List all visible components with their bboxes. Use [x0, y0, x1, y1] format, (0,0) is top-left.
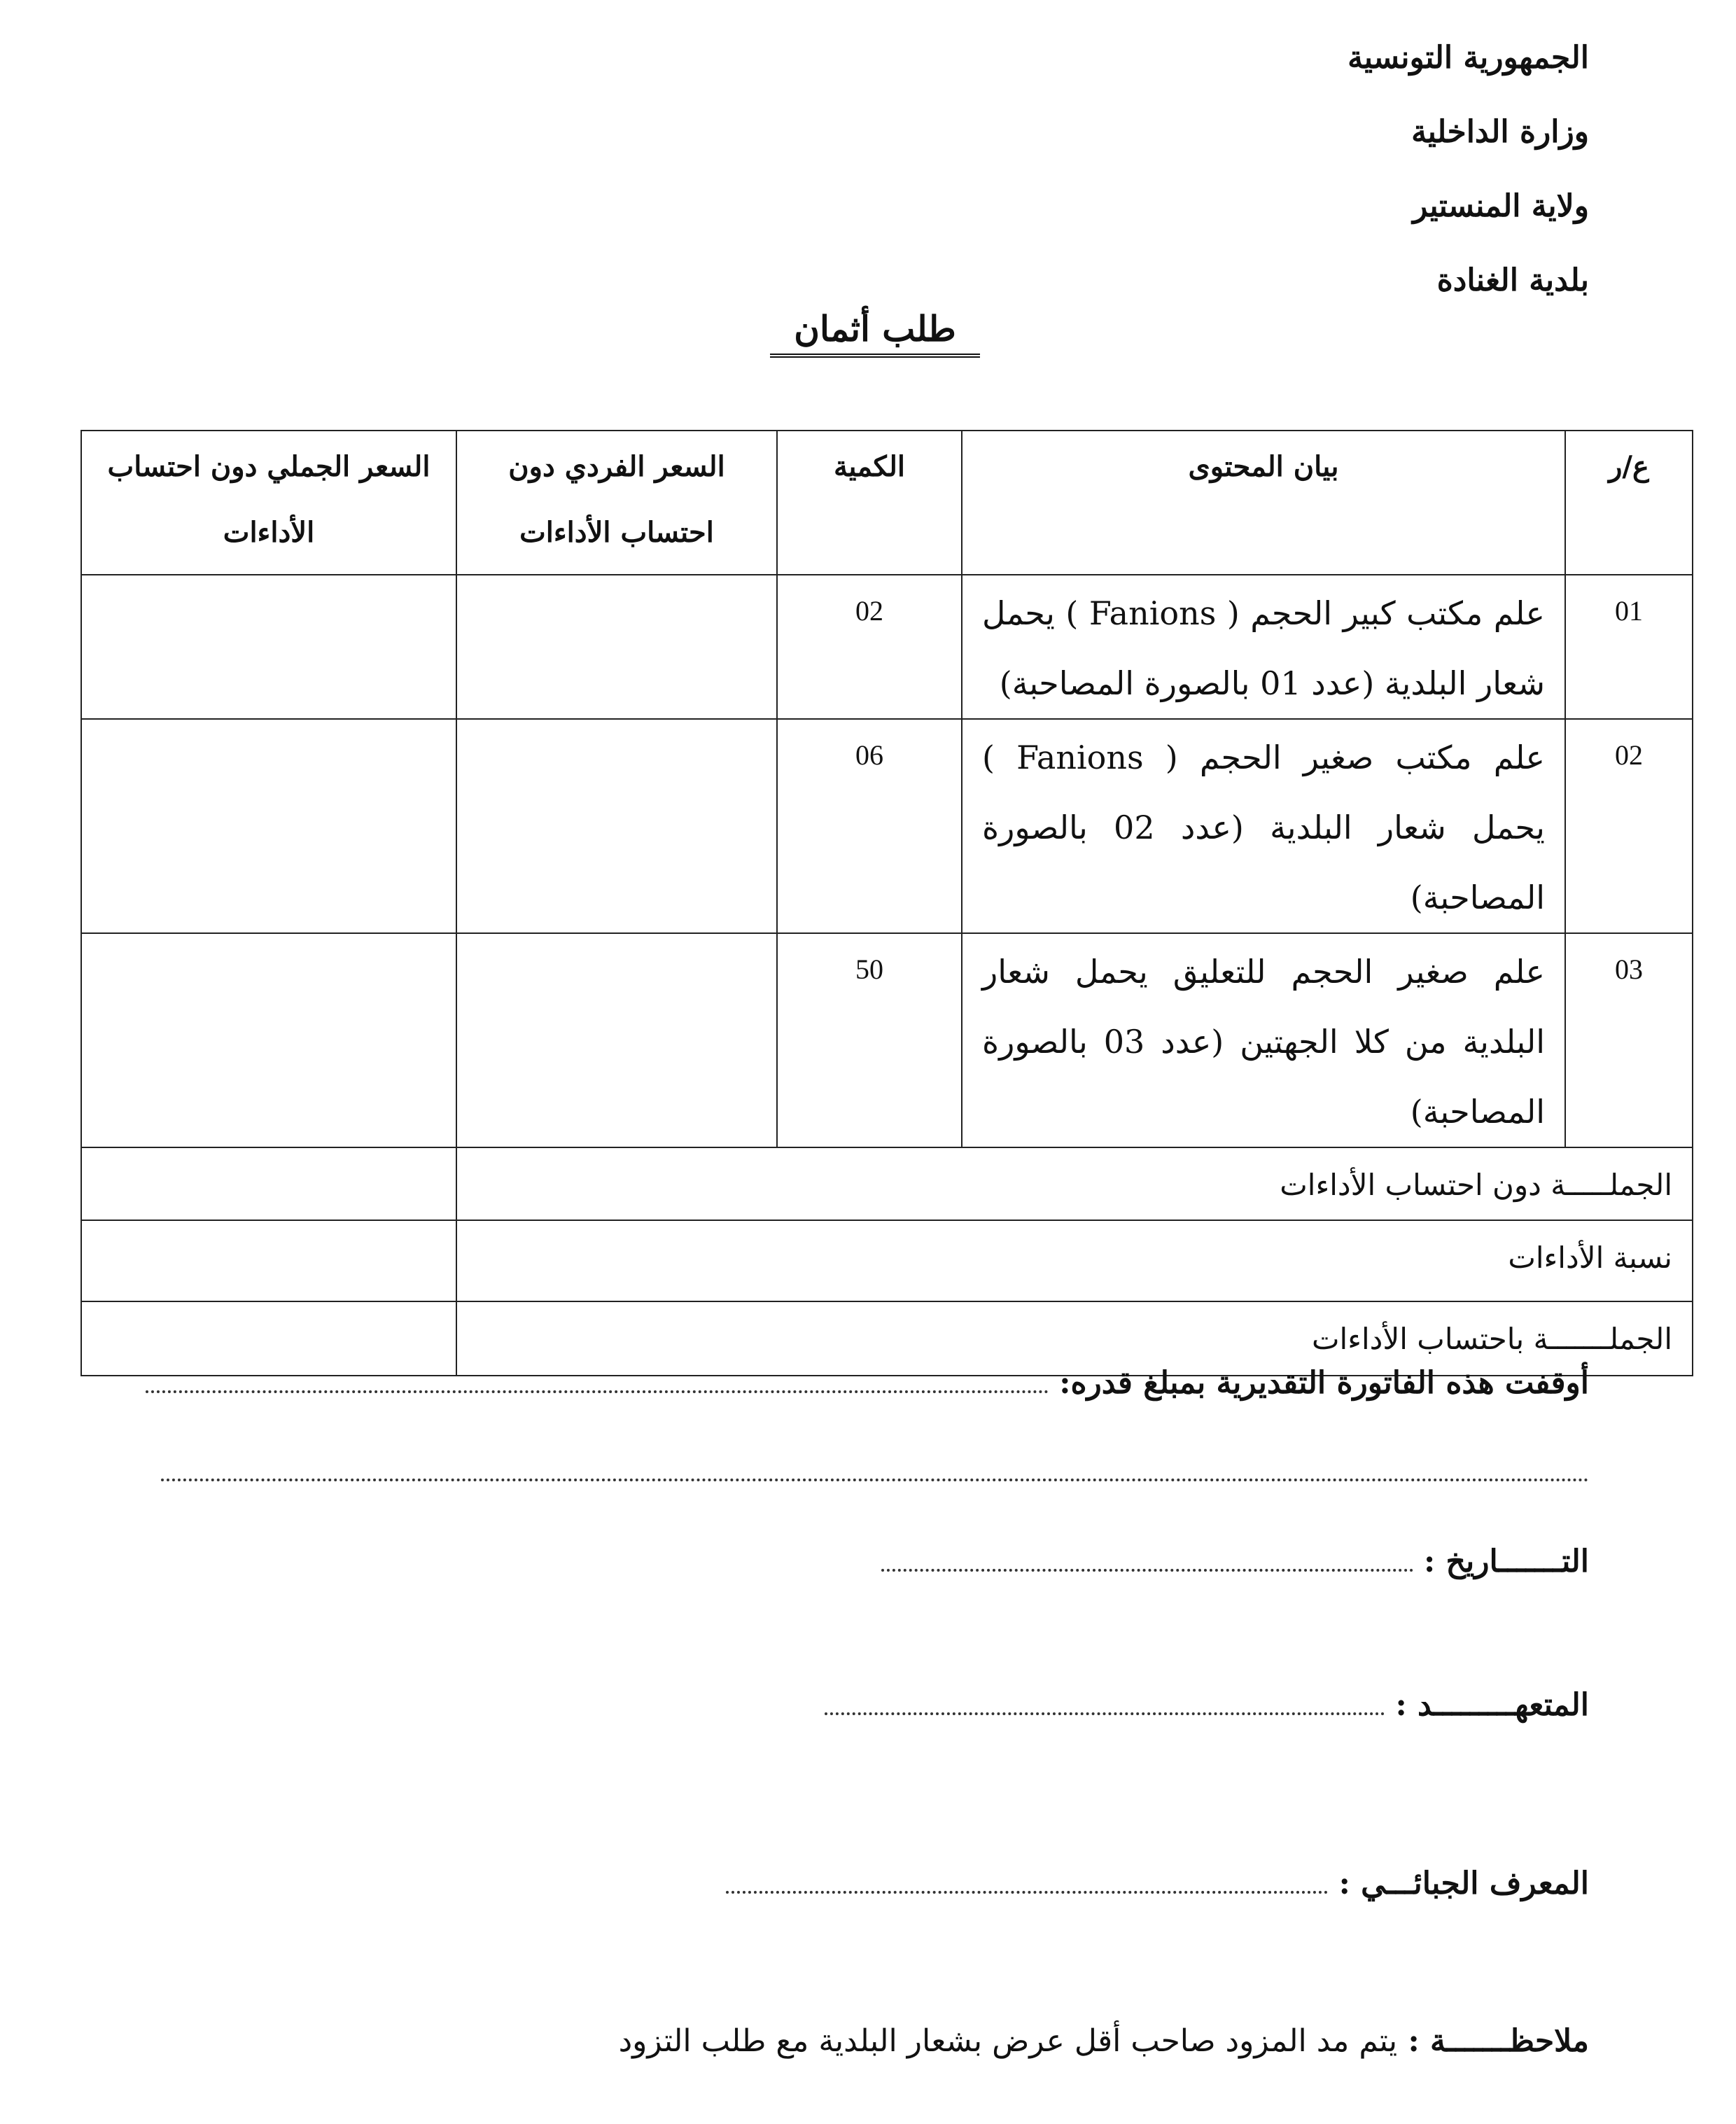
row-total-price: [81, 719, 456, 933]
country-name: الجمهورية التونسية: [1348, 40, 1589, 76]
date-input-line[interactable]: [881, 1569, 1413, 1572]
row-unit-price: [456, 575, 777, 719]
amount-field: [146, 1365, 1589, 1401]
header-order: ع/ر: [1565, 431, 1693, 575]
municipality-name: بلدية الغنادة: [1436, 263, 1589, 298]
amount-continuation-line[interactable]: [161, 1479, 1589, 1481]
tax-id-input-line[interactable]: [726, 1891, 1328, 1894]
row-order: 03: [1565, 933, 1693, 1147]
row-unit-price: [456, 719, 777, 933]
summary-value-tax-rate: [81, 1220, 456, 1301]
row-total-price: [81, 575, 456, 719]
table-header-row: [81, 431, 1693, 575]
table-row: [81, 719, 1693, 933]
supplier-field: [825, 1687, 1589, 1723]
note-line: [619, 2023, 1589, 2059]
supplier-input-line[interactable]: [825, 1712, 1385, 1715]
summary-row: [81, 1220, 1693, 1301]
summary-label-subtotal: الجملـــــة دون احتساب الأداءات: [456, 1147, 1693, 1220]
header-quantity: الكمية: [777, 431, 962, 575]
date-label: التـــــــاريخ :: [1423, 1544, 1589, 1579]
price-request-table: [80, 430, 1693, 1376]
summary-label-total: الجملـــــــة باحتساب الأداءات: [456, 1301, 1693, 1376]
note-text: يتم مد المزود صاحب أقل عرض بشعار البلدية مع طلب التزود: [618, 2023, 1398, 2059]
amount-label: أوقفت هذه الفاتورة التقديرية بمبلغ قدره:: [1059, 1365, 1589, 1401]
date-field: [881, 1544, 1589, 1579]
summary-row: [81, 1147, 1693, 1220]
ministry-name: وزارة الداخلية: [1411, 114, 1589, 150]
supplier-label: المتعهـــــــــد :: [1395, 1687, 1589, 1723]
governorate-name: ولاية المنستير: [1413, 188, 1589, 224]
row-description: علم صغير الحجم للتعليق يحمل شعار البلدية من كلا الجهتين (عدد 03 بالصورة المصاحبة): [962, 933, 1565, 1147]
row-unit-price: [456, 933, 777, 1147]
row-order: 01: [1565, 575, 1693, 719]
row-quantity: 02: [777, 575, 962, 719]
header-unit-price: السعر الفردي دون احتساب الأداءات: [456, 431, 777, 575]
tax-id-label: المعرف الجبائـــي :: [1338, 1866, 1589, 1901]
row-quantity: 50: [777, 933, 962, 1147]
header-total-price: السعر الجملي دون احتساب الأداءات: [81, 431, 456, 575]
row-order: 02: [1565, 719, 1693, 933]
row-description: علم مكتب صغير الحجم ( Fanions ) يحمل شعار البلدية (عدد 02 بالصورة المصاحبة): [962, 719, 1565, 933]
note-label: ملاحظـــــــة :: [1408, 2023, 1589, 2059]
row-description: علم مكتب كبير الحجم ( Fanions ) يحمل شعار البلدية (عدد 01 بالصورة المصاحبة): [962, 575, 1565, 719]
issuer-header: [1099, 21, 1589, 318]
row-total-price: [81, 933, 456, 1147]
summary-label-tax-rate: نسبة الأداءات: [456, 1220, 1693, 1301]
tax-id-field: [726, 1866, 1589, 1901]
document-title: طلب أثمان: [770, 308, 980, 358]
table-row: [81, 575, 1693, 719]
amount-input-line[interactable]: [146, 1390, 1049, 1393]
row-quantity: 06: [777, 719, 962, 933]
summary-value-subtotal: [81, 1147, 456, 1220]
header-description: بيان المحتوى: [962, 431, 1565, 575]
table-row: [81, 933, 1693, 1147]
